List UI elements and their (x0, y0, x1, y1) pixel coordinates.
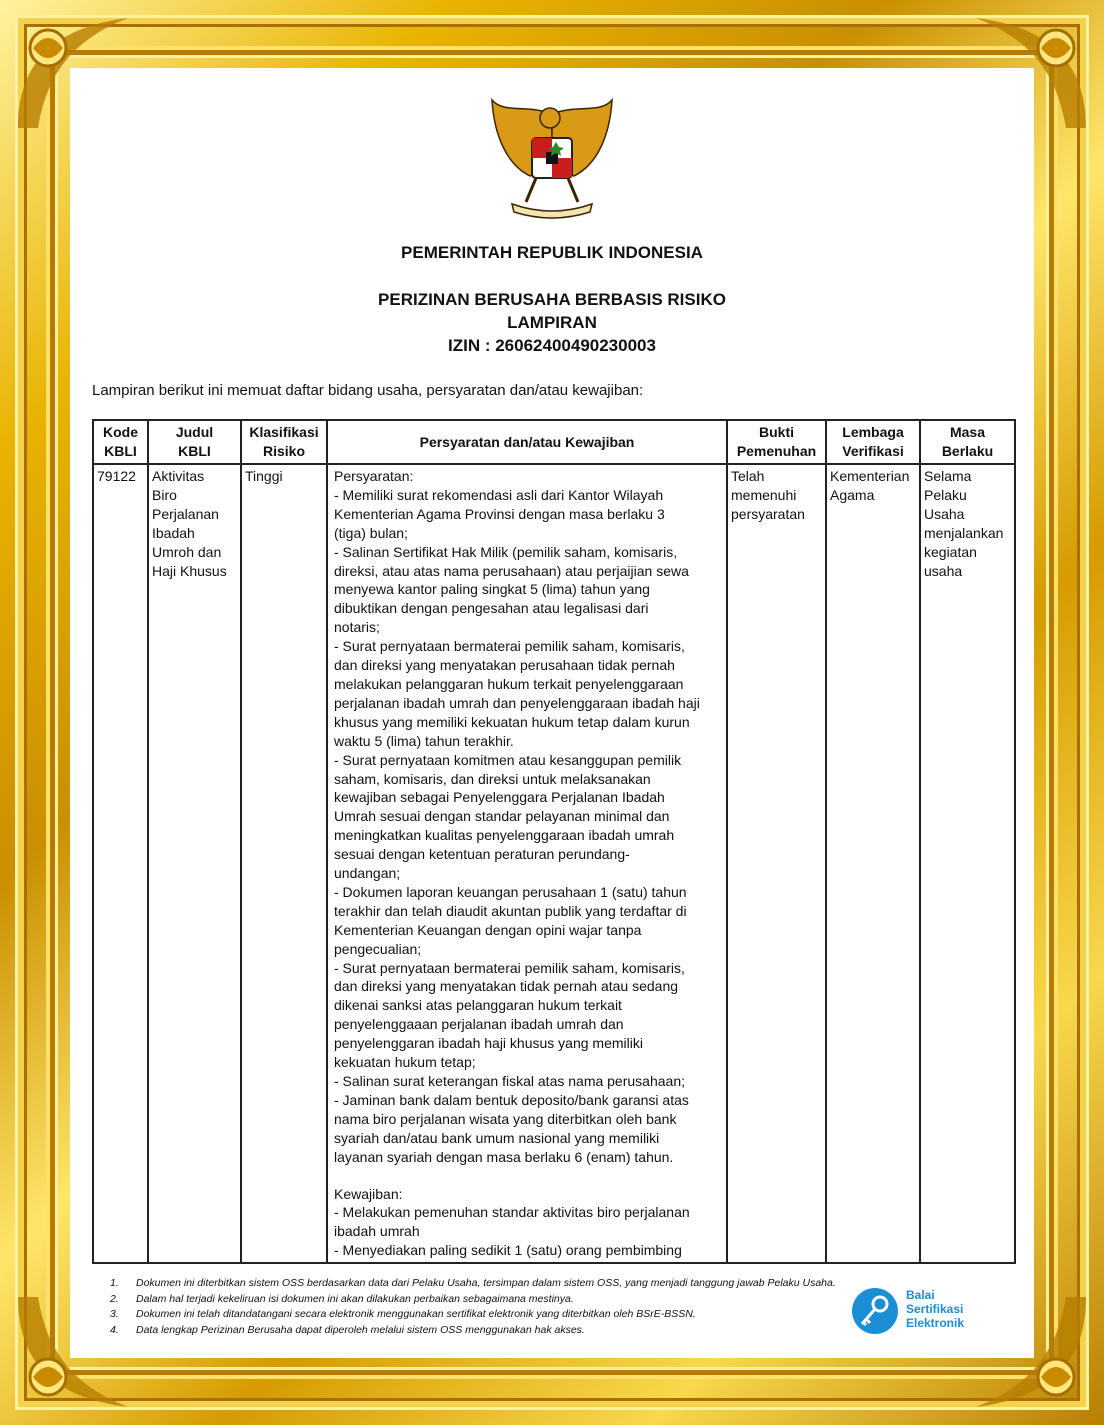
table-row (93, 464, 1015, 1263)
requirement-line: perjalanan ibadah umrah dan penyelenggaraan ibadah haji (334, 694, 700, 711)
requirement-line: direksi, atau atas nama perusahaan) atau perjaijian sewa (334, 562, 689, 579)
requirement-line: - Menyediakan paling sedikit 1 (satu) orang pembimbing (334, 1242, 682, 1259)
requirement-line: ibadah umrah (334, 1223, 420, 1240)
requirement-line: layanan syariah dengan masa berlaku 6 (enam) tahun. (334, 1148, 674, 1165)
requirement-line: dikenai sanksi atas pelanggaran hukum terkait (334, 997, 622, 1014)
requirement-line: - Melakukan pemenuhan standar aktivitas biro perjalanan (334, 1204, 690, 1221)
requirement-line: meningkatkan kualitas penyelenggaraan ibadah umrah (334, 827, 675, 844)
cell-persyaratan (327, 464, 727, 1263)
requirement-line: (tiga) bulan; (334, 524, 408, 541)
requirement-line: Persyaratan: (334, 468, 414, 484)
requirement-line: kewajiban sebagai Penyelenggara Perjalanan Ibadah (334, 789, 665, 806)
footer-note: 2. Dalam hal terjadi kekeliruan isi dokumen ini akan dilakukan perbaikan sebagaimana mestinya. (110, 1292, 574, 1305)
requirement-line: kekuatan hukum tetap; (334, 1054, 476, 1071)
requirement-line: - Surat pernyataan bermaterai pemilik saham, komisaris, (334, 638, 685, 655)
permit-number: IZIN : 26062400490230003 (448, 336, 656, 355)
footer-notes (110, 1276, 850, 1338)
cell-kode-kbli: 79122 (93, 464, 148, 1263)
requirement-line: - Salinan surat keterangan fiskal atas nama perusahaan; (334, 1073, 685, 1089)
header-lembaga-verifikasi: Lembaga Verifikasi (826, 420, 920, 464)
footer-note: 4. Data lengkap Perizinan Berusaha dapat diperoleh melalui sistem OSS menggunakan hak akses. (110, 1323, 585, 1336)
requirement-line: Umrah sesuai dengan standar pelayanan minimal dan (334, 808, 670, 825)
cell-klasifikasi-risiko: Tinggi (241, 464, 327, 1263)
requirement-line: nama biro perjalanan wisata yang diterbitkan oleh bank (334, 1110, 677, 1127)
requirement-line: pengecualian; (334, 940, 422, 957)
document-subtitle: LAMPIRAN (507, 313, 597, 332)
footer-note: 3. Dokumen ini telah ditandatangani secara elektronik menggunakan sertifikat elektronik yang diterbitkan oleh BSrE-BSSN. (110, 1308, 696, 1320)
bsre-logo-text: Balai Sertifikasi Elektronik (906, 1288, 965, 1330)
cell-masa-berlaku: Selama Pelaku Usaha menjalankan kegiatan usaha (920, 464, 1015, 1263)
cell-bukti-pemenuhan: Telah memenuhi persyaratan (727, 464, 826, 1263)
requirement-line: waktu 5 (lima) tahun terakhir. (334, 732, 514, 749)
requirement-line: penyelenggaaan perjalanan ibadah umrah dan (334, 1016, 624, 1033)
requirement-line: penyelenggaran ibadah haji khusus yang memiliki (334, 1035, 643, 1052)
document-title: PERIZINAN BERUSAHA BERBASIS RISIKO (378, 290, 726, 309)
requirement-line: - Jaminan bank dalam bentuk deposito/bank garansi atas (334, 1091, 689, 1108)
requirement-line: Kementerian Keuangan dengan opini wajar tanpa (334, 921, 642, 938)
header-bukti-pemenuhan: Bukti Pemenuhan (727, 420, 826, 464)
footer-note: 1. Dokumen ini diterbitkan sistem OSS berdasarkan data dari Pelaku Usaha, tersimpan dalam sistem OSS, yang menjadi tanggung jawab Pelaku Usaha. (110, 1277, 836, 1289)
header-masa-berlaku: Masa Berlaku (920, 420, 1015, 464)
requirement-line: - Surat pernyataan komitmen atau kesanggupan pemilik (334, 751, 682, 768)
requirement-line: syariah dan/atau bank umum nasional yang memiliki (334, 1129, 660, 1146)
requirement-line: dibuktikan dengan pengesahan atau legalisasi dari (334, 600, 649, 617)
cell-lembaga-verifikasi: Kementerian Agama (826, 464, 920, 1263)
requirement-line: notaris; (334, 619, 380, 636)
requirement-line: - Salinan Sertifikat Hak Milik (pemilik saham, komisaris, (334, 543, 678, 560)
header-judul-kbli: Judul KBLI (148, 420, 241, 464)
header-persyaratan: Persyaratan dan/atau Kewajiban (327, 420, 727, 464)
requirement-line: - Memiliki surat rekomendasi asli dari Kantor Wilayah (334, 486, 664, 503)
cell-judul-kbli: Aktivitas Biro Perjalanan Ibadah Umroh dan Haji Khusus (148, 464, 241, 1263)
table-header-row (93, 420, 1015, 464)
requirement-line: - Dokumen laporan keuangan perusahaan 1 (satu) tahun (334, 883, 687, 900)
government-heading: PEMERINTAH REPUBLIK INDONESIA (401, 243, 703, 262)
requirements-table (92, 419, 1016, 1264)
requirement-line: menyewa kantor paling singkat 5 (lima) tahun yang (334, 581, 650, 598)
requirement-line: khusus yang memiliki kekuatan hukum tetap dalam kurun (334, 713, 690, 730)
bsre-logo-icon (850, 1286, 900, 1336)
intro-text: Lampiran berikut ini memuat daftar bidang usaha, persyaratan dan/atau kewajiban: (92, 382, 644, 399)
requirement-line: - Surat pernyataan bermaterai pemilik saham, komisaris, (334, 959, 685, 976)
requirement-line: melakukan pelanggaran hukum terkait penyelenggaraan (334, 675, 684, 692)
requirement-line: sesuai dengan ketentuan peraturan perundang- (334, 846, 630, 863)
garuda-emblem-icon (486, 94, 618, 224)
requirement-line: Kementerian Agama Provinsi dengan masa berlaku 3 (334, 505, 665, 522)
requirement-line: terakhir dan telah diaudit akuntan publik yang terdaftar di (334, 902, 687, 919)
kewajiban-list (334, 1185, 723, 1261)
header-kode-kbli: Kode KBLI (93, 420, 148, 464)
document-page (70, 68, 1034, 1358)
requirement-line: undangan; (334, 865, 401, 882)
requirement-line: saham, komisaris, dan direksi untuk melaksanakan (334, 770, 651, 787)
requirement-line: dan direksi yang menyatakan tidak pernah atau sedang (334, 978, 679, 995)
requirement-line: dan direksi yang menyatakan perusahaan tidak pernah (334, 657, 675, 674)
requirement-line: Kewajiban: (334, 1185, 403, 1202)
persyaratan-list (334, 467, 723, 1167)
header-klasifikasi-risiko: Klasifikasi Risiko (241, 420, 327, 464)
